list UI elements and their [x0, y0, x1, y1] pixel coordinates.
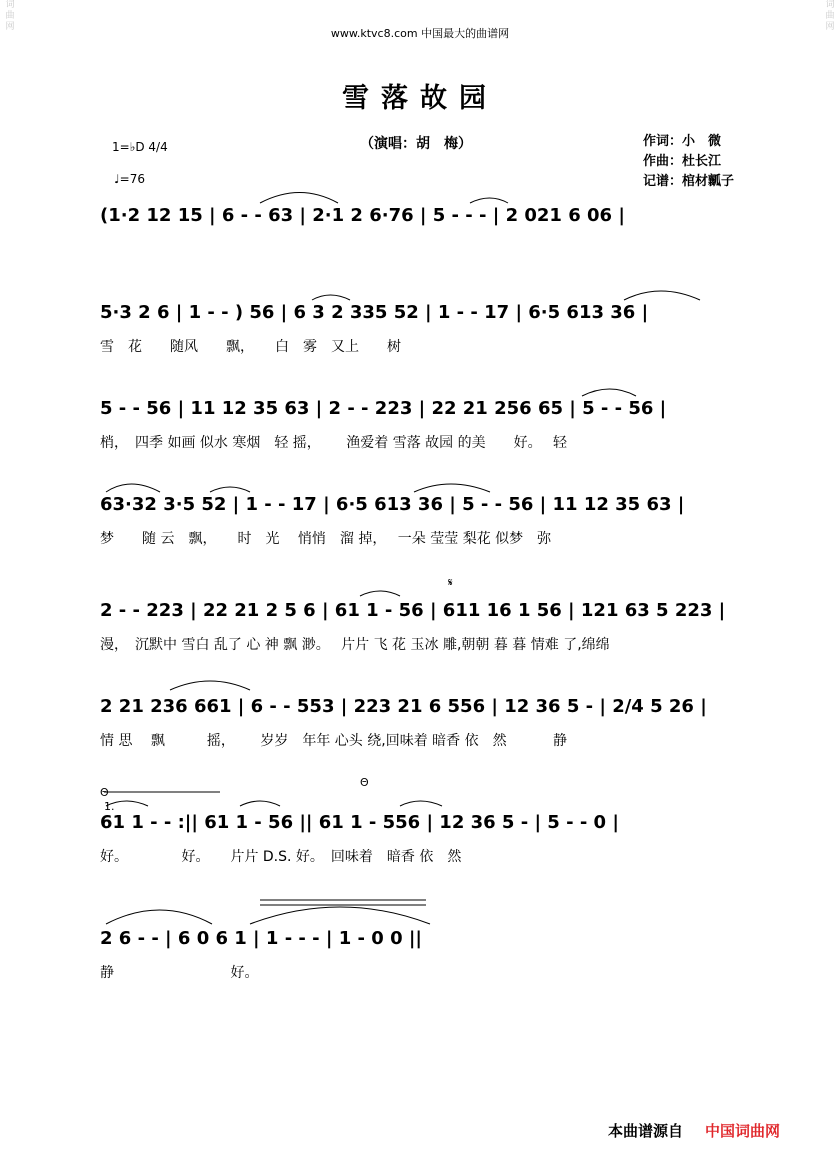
source-site-name: 中国词曲网 — [705, 1122, 781, 1140]
notation-line: 2 - - 223 | 22 21 2 5 6 | 61 1 - 56 | 611 16 1 56 | 121 63 5 223 | — [100, 600, 726, 621]
coda-mark: Θ — [100, 786, 109, 799]
right-watermark-strip — [822, 0, 838, 1169]
lyrics-line: 好。 好。 片片 D.S. 好。 回味着 暗香 依 然 — [100, 849, 462, 865]
segno-mark: 𝄋 — [448, 576, 453, 589]
composer-credit: 作曲：杜长江 — [643, 154, 722, 169]
slur-overlay — [100, 0, 760, 1169]
first-ending-mark: 1. — [104, 800, 115, 813]
notation-line: 5·3 2 6 | 1 - - ) 56 | 6 3 2 335 52 | 1 - - 17 | 6·5 613 36 | — [100, 302, 649, 323]
lyrics-line: 漫， 沉默中 雪白 乱了 心 神 飘 渺。 片片 飞 花 玉冰 雕,朝朝 暮 暮 情难 了,绵绵 — [100, 637, 610, 653]
lyrics-line: 梦 随 云 飘， 时 光 悄悄 溜 掉， 一朵 莹莹 梨花 似梦 弥 — [100, 531, 552, 547]
singer-credit: （演唱：胡 梅） — [360, 136, 472, 152]
lyricist-credit: 作词：小 微 — [643, 134, 722, 149]
watermark-text: 词 曲 网 — [825, 0, 835, 32]
notation-line: 5 - - 56 | 11 12 35 63 | 2 - - 223 | 22 21 256 65 | 5 - - 56 | — [100, 398, 667, 419]
left-watermark-strip — [2, 0, 18, 1169]
source-footer — [608, 1120, 780, 1141]
notation-line: 63·32 3·5 52 | 1 - - 17 | 6·5 613 36 | 5 - - 56 | 11 12 35 63 | — [100, 494, 685, 515]
key-signature: 1=♭D 4/4 — [112, 140, 168, 154]
notation-line: 2 21 236 661 | 6 - - 553 | 223 21 6 556 | 12 36 5 - | 2/4 5 26 | — [100, 696, 707, 717]
song-title: 雪落故园 — [342, 83, 498, 114]
lyrics-line: 梢， 四季 如画 似水 寒烟 轻 摇， 渔爱着 雪落 故园 的美 好。 轻 — [100, 435, 568, 451]
lyrics-line: 情 思 飘 摇， 岁岁 年年 心头 绕,回味着 暗香 依 然 静 — [100, 733, 568, 749]
lyrics-line: 雪 花 随风 飘， 白 雾 又上 树 — [100, 339, 401, 355]
transcriber-credit: 记谱：棺材瓤子 — [643, 174, 735, 189]
watermark-text: 词 曲 网 — [5, 0, 15, 32]
notation-line: 2 6 - - | 6 0 6 1 | 1 - - - | 1 - 0 0 || — [100, 928, 423, 949]
lyrics-line: 静 好。 — [100, 965, 259, 981]
tempo-marking: ♩=76 — [114, 172, 145, 186]
coda-mark: Θ — [360, 776, 369, 789]
source-prefix: 本曲谱源自 — [608, 1122, 684, 1140]
site-header-line: www.ktvc8.com 中国最大的曲谱网 — [330, 27, 510, 40]
notation-line: 61 1 - - :|| 61 1 - 56 || 61 1 - 556 | 12 36 5 - | 5 - - 0 | — [100, 812, 619, 833]
notation-line: (1·2 12 15 | 6 - - 63 | 2·1 2 6·76 | 5 - - - | 2 021 6 06 | — [100, 205, 625, 226]
